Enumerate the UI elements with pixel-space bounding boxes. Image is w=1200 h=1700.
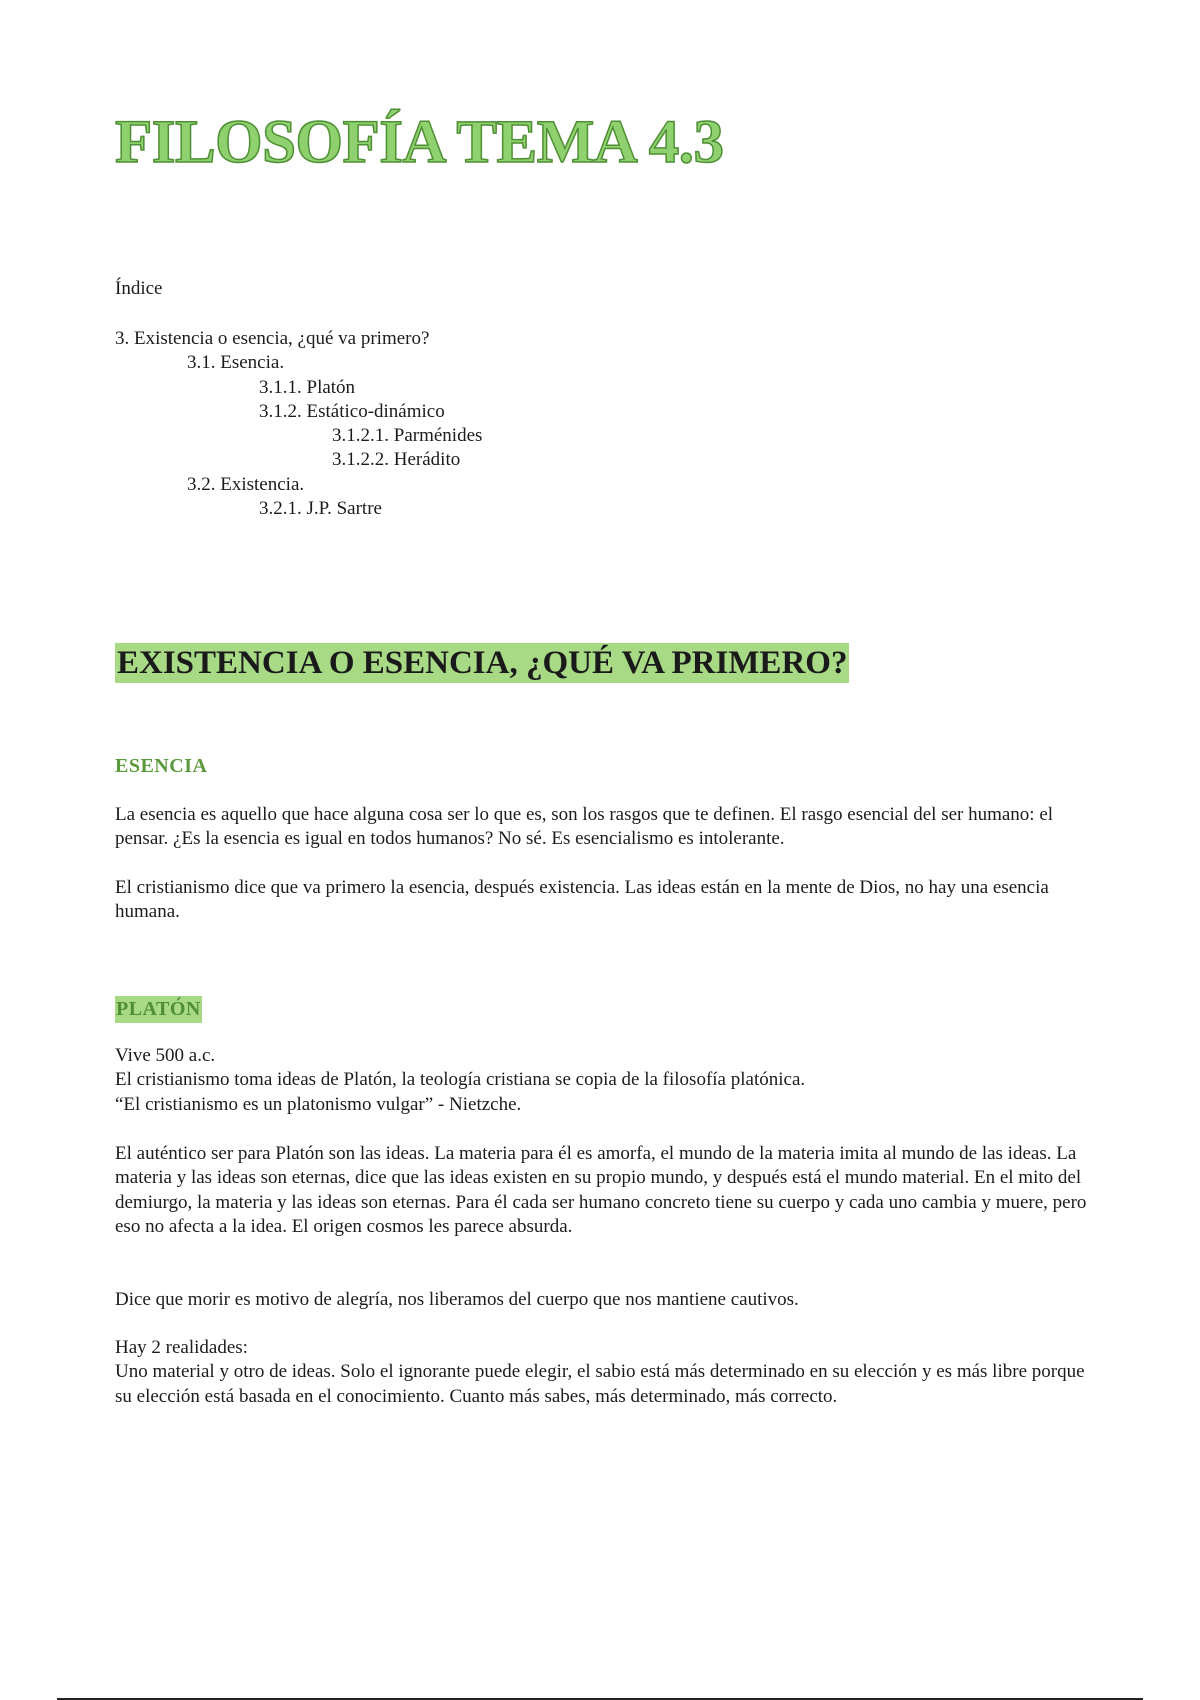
esencia-heading: ESENCIA	[115, 755, 208, 777]
platon-p4-intro: Hay 2 realidades:	[115, 1337, 248, 1358]
toc-item: 3.1.2.1. Parménides	[332, 425, 483, 447]
platon-line: “El cristianismo es un platonismo vulgar” - Nietzche.	[115, 1093, 522, 1115]
toc-item: 3. Existencia o esencia, ¿qué va primero?	[115, 328, 430, 349]
platon-paragraph-1	[115, 1044, 1090, 1117]
toc-item: 3.2. Existencia.	[187, 473, 305, 495]
platon-p4-body: Uno material y otro de ideas. Solo el ignorante puede elegir, el sabio está más determinado en su elección y es más libre porque su elección está basada en el conocimiento. Cuanto más sabes, más determinado, más correcto.	[115, 1361, 1085, 1407]
esencia-paragraph-1: La esencia es aquello que hace alguna cosa ser lo que es, son los rasgos que te definen. El rasgo esencial del ser humano: el pensar. ¿Es la esencia es igual en todos humanos? No sé. Es esencialismo es intolerante.	[115, 804, 1054, 850]
toc-item: 3.1. Esencia.	[187, 352, 285, 374]
document-title: FILOSOFÍA TEMA 4.3	[115, 109, 724, 176]
index-heading: Índice	[115, 278, 163, 299]
platon-paragraph-2: El auténtico ser para Platón son las ideas. La materia para él es amorfa, el mundo de la materia imita al mundo de las ideas. La materia y las ideas son eternas, dice que las ideas existen en su propio mundo, y después está el mundo material. En el mito del demiurgo, la materia y las ideas son eternas. Para él cada ser humano concreto tiene su cuerpo y cada uno cambia y muere, pero eso no afecta a la idea. El origen cosmos les parece absurda.	[115, 1143, 1087, 1237]
platon-heading: PLATÓN	[115, 996, 202, 1023]
table-of-contents	[115, 327, 482, 521]
platon-paragraph-4	[115, 1336, 1090, 1409]
platon-line: Vive 500 a.c.	[115, 1045, 216, 1066]
toc-item: 3.1.1. Platón	[259, 376, 356, 398]
toc-item: 3.1.2.2. Herádito	[332, 449, 461, 471]
platon-line: El cristianismo toma ideas de Platón, la teología cristiana se copia de la filosofía platónica.	[115, 1069, 806, 1091]
platon-paragraph-3: Dice que morir es motivo de alegría, nos liberamos del cuerpo que nos mantiene cautivos.	[115, 1289, 799, 1310]
section-heading: EXISTENCIA O ESENCIA, ¿QUÉ VA PRIMERO?	[117, 645, 848, 681]
toc-item: 3.2.1. J.P. Sartre	[259, 498, 382, 520]
toc-item: 3.1.2. Estático-dinámico	[259, 400, 445, 422]
esencia-paragraph-2: El cristianismo dice que va primero la esencia, después existencia. Las ideas están en la mente de Dios, no hay una esencia humana.	[115, 877, 1049, 923]
